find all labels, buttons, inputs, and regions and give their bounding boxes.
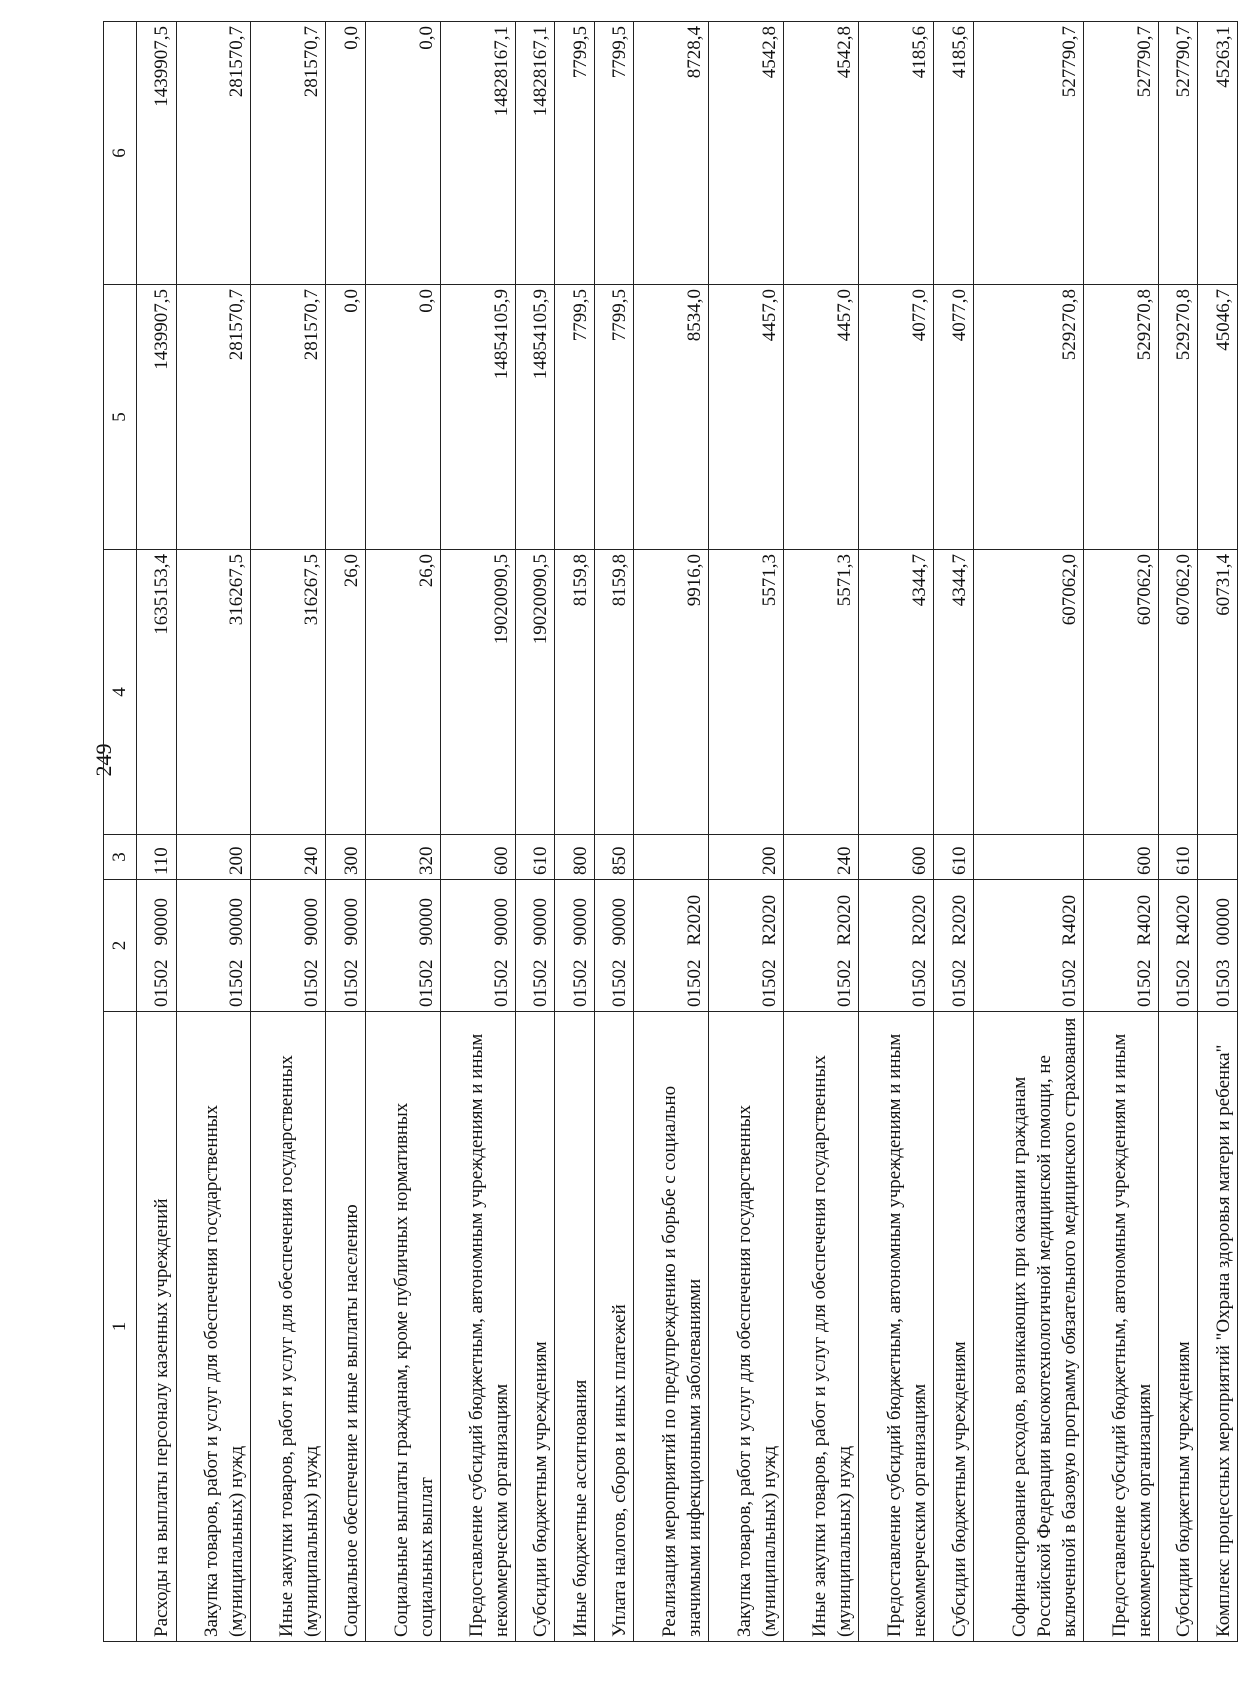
table-row: [176, 22, 251, 1642]
cell-section-code: 01502: [176, 950, 251, 1012]
cell-col-5: 4077,0: [934, 285, 974, 550]
cell-article-code: R4020: [1083, 880, 1158, 950]
cell-name: Субсидии бюджетным учреждениям: [934, 1012, 974, 1642]
cell-name: Социальное обеспечение и иные выплаты населению: [326, 1012, 366, 1642]
cell-article-code: R2020: [934, 880, 974, 950]
cell-col-6: 14828167,1: [440, 22, 515, 285]
cell-col-5: 45046,7: [1198, 285, 1238, 550]
cell-col-4: 4344,7: [859, 550, 934, 835]
cell-name: Расходы на выплаты персоналу казенных учреждений: [137, 1012, 177, 1642]
cell-article-code: R2020: [709, 880, 784, 950]
cell-name: Уплата налогов, сборов и иных платежей: [594, 1012, 634, 1642]
cell-section-code: 01502: [440, 950, 515, 1012]
cell-col-4: 607062,0: [1158, 550, 1198, 835]
cell-col-4: 19020090,5: [440, 550, 515, 835]
cell-expense-type: 610: [515, 835, 555, 880]
cell-col-5: 529270,8: [1158, 285, 1198, 550]
table-row: [1083, 22, 1158, 1642]
cell-expense-type: [634, 835, 709, 880]
cell-expense-type: 600: [859, 835, 934, 880]
header-col-2: 2: [104, 880, 137, 1012]
table-row: [365, 22, 440, 1642]
cell-article-code: 90000: [440, 880, 515, 950]
cell-expense-type: 600: [1083, 835, 1158, 880]
table-row: [634, 22, 709, 1642]
cell-name: Иные закупки товаров, работ и услуг для обеспечения государственных (муниципальных) нужд: [784, 1012, 859, 1642]
cell-col-6: 14828167,1: [515, 22, 555, 285]
cell-article-code: 90000: [555, 880, 595, 950]
table-row: [137, 22, 177, 1642]
cell-col-4: 607062,0: [973, 550, 1083, 835]
cell-col-4: 5571,3: [784, 550, 859, 835]
cell-col-6: 45263,1: [1198, 22, 1238, 285]
table-row: [709, 22, 784, 1642]
cell-article-code: R2020: [859, 880, 934, 950]
table-row: [555, 22, 595, 1642]
cell-col-6: 4185,6: [859, 22, 934, 285]
cell-section-code: 01502: [1158, 950, 1198, 1012]
cell-name: Социальные выплаты гражданам, кроме публичных нормативных социальных выплат: [365, 1012, 440, 1642]
cell-article-code: 90000: [594, 880, 634, 950]
table-row: [784, 22, 859, 1642]
cell-expense-type: 240: [251, 835, 326, 880]
cell-col-4: 8159,8: [594, 550, 634, 835]
cell-col-5: 7799,5: [555, 285, 595, 550]
cell-name: Предоставление субсидий бюджетным, автономным учреждениям и иным некоммерческим организациям: [440, 1012, 515, 1642]
cell-article-code: 90000: [176, 880, 251, 950]
cell-col-6: 527790,7: [1083, 22, 1158, 285]
cell-col-6: 527790,7: [1158, 22, 1198, 285]
cell-expense-type: 610: [1158, 835, 1198, 880]
cell-col-4: 316267,5: [251, 550, 326, 835]
cell-article-code: R4020: [973, 880, 1083, 950]
cell-name: Закупка товаров, работ и услуг для обеспечения государственных (муниципальных) нужд: [176, 1012, 251, 1642]
cell-expense-type: 800: [555, 835, 595, 880]
cell-section-code: 01502: [365, 950, 440, 1012]
cell-col-4: 316267,5: [176, 550, 251, 835]
cell-col-5: 4077,0: [859, 285, 934, 550]
table-row: [1158, 22, 1198, 1642]
cell-section-code: 01502: [859, 950, 934, 1012]
cell-col-4: 4344,7: [934, 550, 974, 835]
cell-col-4: 60731,4: [1198, 550, 1238, 835]
cell-col-5: 14854105,9: [440, 285, 515, 550]
cell-section-code: 01502: [634, 950, 709, 1012]
table-row: [440, 22, 515, 1642]
cell-col-5: 7799,5: [594, 285, 634, 550]
cell-col-5: 281570,7: [176, 285, 251, 550]
budget-table: [103, 21, 1238, 1642]
cell-expense-type: [973, 835, 1083, 880]
cell-name: Субсидии бюджетным учреждениям: [515, 1012, 555, 1642]
header-col-4: 4: [104, 550, 137, 835]
cell-article-code: 90000: [251, 880, 326, 950]
cell-col-5: 281570,7: [251, 285, 326, 550]
cell-col-5: 14854105,9: [515, 285, 555, 550]
header-col-1: 1: [104, 1012, 137, 1642]
cell-col-4: 26,0: [365, 550, 440, 835]
cell-name: Софинансирование расходов, возникающих при оказании гражданам Российской Федерации высокотехнологичной медицинской помощи, не включенной в базовую программу обязательного медицинского страхования: [973, 1012, 1083, 1642]
cell-col-4: 26,0: [326, 550, 366, 835]
cell-section-code: 01502: [555, 950, 595, 1012]
cell-col-6: 4542,8: [709, 22, 784, 285]
cell-section-code: 01502: [1083, 950, 1158, 1012]
cell-name: Закупка товаров, работ и услуг для обеспечения государственных (муниципальных) нужд: [709, 1012, 784, 1642]
cell-col-6: 281570,7: [251, 22, 326, 285]
table-row: [251, 22, 326, 1642]
header-col-5: 5: [104, 285, 137, 550]
cell-col-6: 527790,7: [973, 22, 1083, 285]
cell-col-5: 0,0: [365, 285, 440, 550]
cell-col-5: 529270,8: [1083, 285, 1158, 550]
cell-section-code: 01502: [326, 950, 366, 1012]
cell-expense-type: 320: [365, 835, 440, 880]
table-body: [137, 22, 1238, 1642]
cell-col-4: 9916,0: [634, 550, 709, 835]
cell-col-5: 4457,0: [709, 285, 784, 550]
cell-col-6: 1439907,5: [137, 22, 177, 285]
cell-section-code: 01502: [137, 950, 177, 1012]
cell-col-6: 0,0: [326, 22, 366, 285]
cell-expense-type: 240: [784, 835, 859, 880]
header-col-3: 3: [104, 835, 137, 880]
table-row: [515, 22, 555, 1642]
cell-name: Реализация мероприятий по предупреждению и борьбе с социально значимыми инфекционными заболеваниями: [634, 1012, 709, 1642]
cell-name: Иные бюджетные ассигнования: [555, 1012, 595, 1642]
cell-col-4: 8159,8: [555, 550, 595, 835]
cell-name: Предоставление субсидий бюджетным, автономным учреждениям и иным некоммерческим организациям: [1083, 1012, 1158, 1642]
cell-col-5: 529270,8: [973, 285, 1083, 550]
cell-expense-type: 200: [176, 835, 251, 880]
table-row: [934, 22, 974, 1642]
cell-expense-type: 600: [440, 835, 515, 880]
page-number: 249: [91, 743, 116, 777]
cell-section-code: 01502: [709, 950, 784, 1012]
cell-expense-type: 200: [709, 835, 784, 880]
table-row: [1198, 22, 1238, 1642]
cell-col-4: 19020090,5: [515, 550, 555, 835]
cell-col-6: 4542,8: [784, 22, 859, 285]
table-row: [859, 22, 934, 1642]
cell-col-4: 1635153,4: [137, 550, 177, 835]
cell-expense-type: 110: [137, 835, 177, 880]
cell-col-4: 5571,3: [709, 550, 784, 835]
cell-col-5: 1439907,5: [137, 285, 177, 550]
cell-expense-type: 300: [326, 835, 366, 880]
cell-article-code: 90000: [365, 880, 440, 950]
cell-article-code: R4020: [1158, 880, 1198, 950]
cell-col-6: 0,0: [365, 22, 440, 285]
header-col-6: 6: [104, 22, 137, 285]
cell-col-6: 281570,7: [176, 22, 251, 285]
rotated-page: [103, 22, 1238, 1642]
cell-col-6: 7799,5: [555, 22, 595, 285]
cell-section-code: 01503: [1198, 950, 1238, 1012]
cell-name: Комплекс процессных мероприятий "Охрана здоровья матери и ребенка": [1198, 1012, 1238, 1642]
cell-name: Иные закупки товаров, работ и услуг для обеспечения государственных (муниципальных) нужд: [251, 1012, 326, 1642]
cell-article-code: R2020: [784, 880, 859, 950]
table-row: [594, 22, 634, 1642]
cell-col-6: 8728,4: [634, 22, 709, 285]
cell-article-code: R2020: [634, 880, 709, 950]
cell-col-5: 0,0: [326, 285, 366, 550]
header-row: [104, 22, 137, 1642]
cell-section-code: 01502: [594, 950, 634, 1012]
cell-name: Предоставление субсидий бюджетным, автономным учреждениям и иным некоммерческим организациям: [859, 1012, 934, 1642]
cell-col-6: 7799,5: [594, 22, 634, 285]
cell-article-code: 90000: [515, 880, 555, 950]
cell-expense-type: 850: [594, 835, 634, 880]
cell-section-code: 01502: [515, 950, 555, 1012]
cell-section-code: 01502: [251, 950, 326, 1012]
cell-col-4: 607062,0: [1083, 550, 1158, 835]
cell-article-code: 00000: [1198, 880, 1238, 950]
cell-expense-type: [1198, 835, 1238, 880]
cell-col-5: 8534,0: [634, 285, 709, 550]
cell-article-code: 90000: [326, 880, 366, 950]
cell-expense-type: 610: [934, 835, 974, 880]
table-row: [326, 22, 366, 1642]
cell-section-code: 01502: [934, 950, 974, 1012]
cell-col-5: 4457,0: [784, 285, 859, 550]
cell-section-code: 01502: [973, 950, 1083, 1012]
table-row: [973, 22, 1083, 1642]
cell-section-code: 01502: [784, 950, 859, 1012]
cell-article-code: 90000: [137, 880, 177, 950]
cell-col-6: 4185,6: [934, 22, 974, 285]
cell-name: Субсидии бюджетным учреждениям: [1158, 1012, 1198, 1642]
